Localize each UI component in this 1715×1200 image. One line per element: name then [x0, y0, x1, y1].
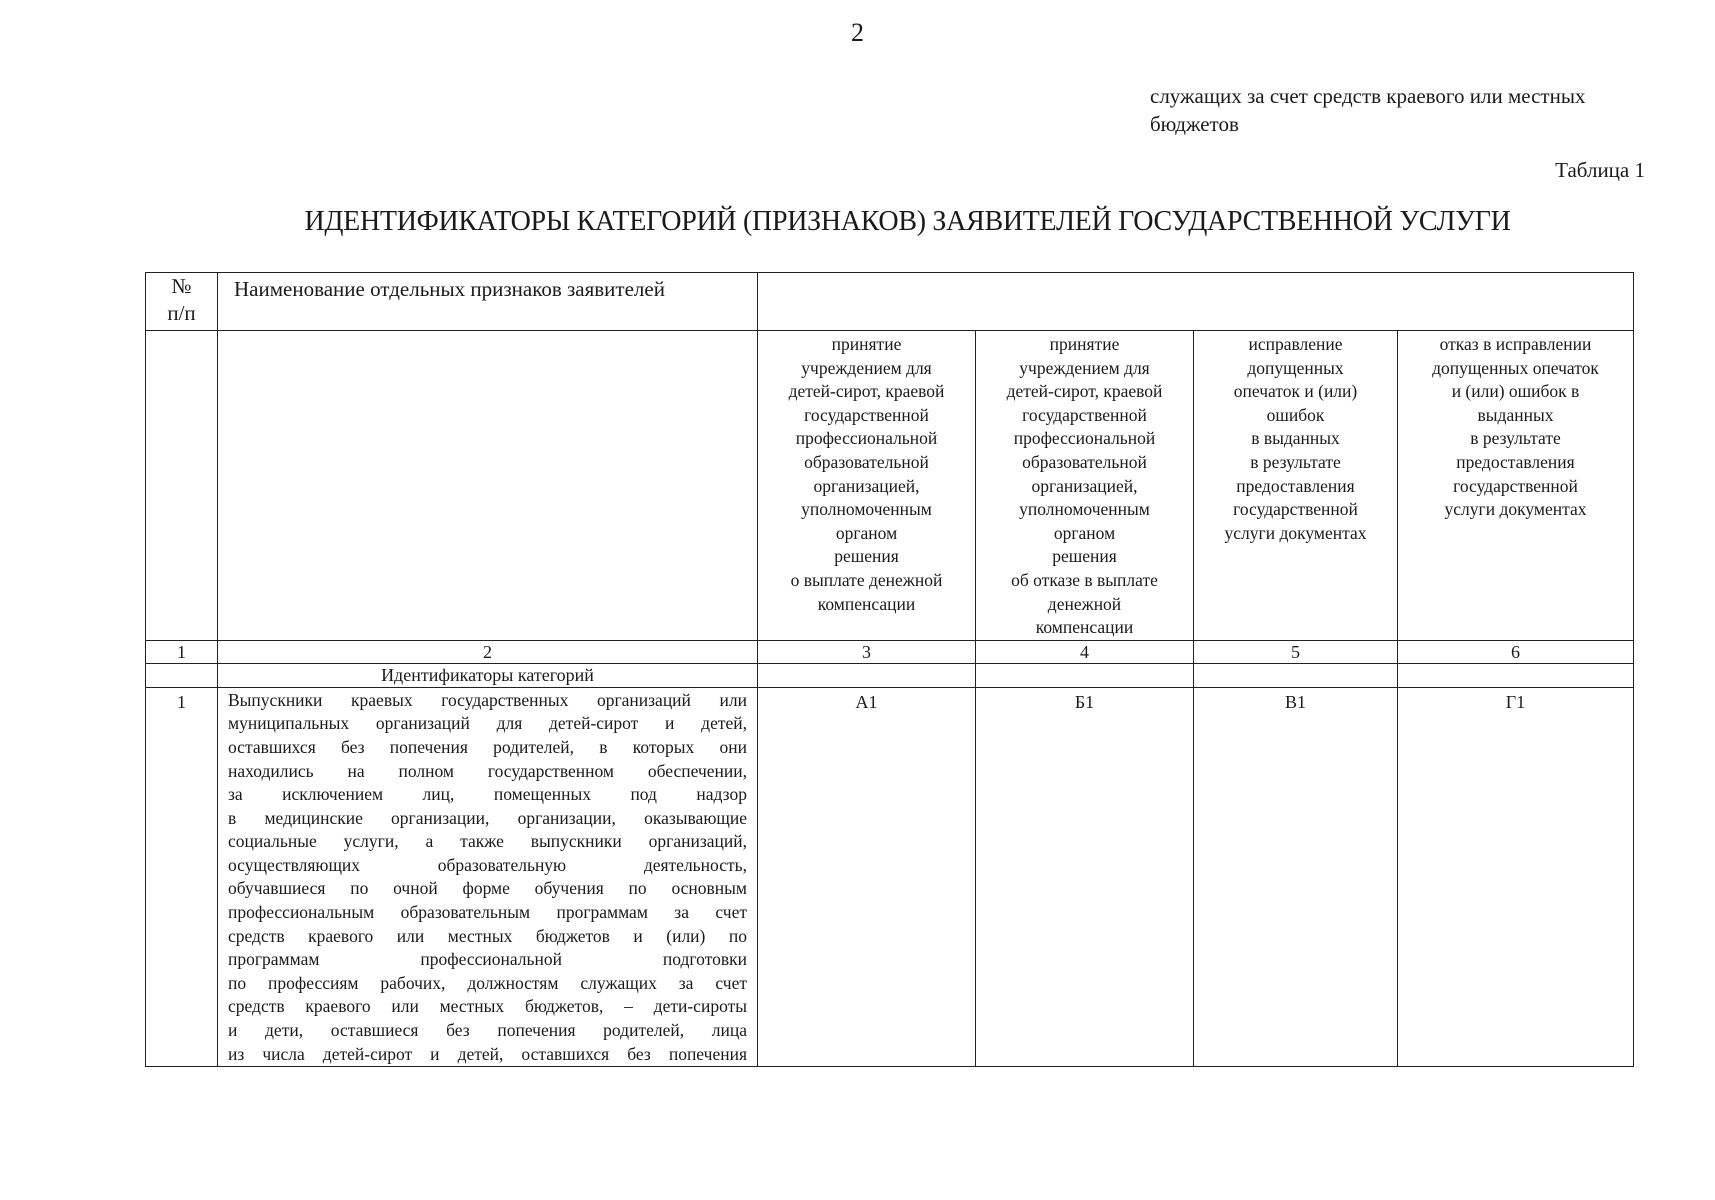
header-name-label: Наименование отдельных признаков заявителей: [234, 277, 665, 301]
header-services-cell: [758, 273, 1634, 331]
services-row: [146, 331, 1634, 641]
identifiers-heading-row: [146, 663, 1634, 687]
column-number-4: 4: [976, 640, 1194, 663]
header-note: служащих за счет средств краевого или местных бюджетов: [1150, 84, 1586, 136]
identifiers-heading-empty-6: [1398, 663, 1634, 687]
identifiers-heading: Идентификаторы категорий: [218, 663, 758, 687]
column-number-6: 6: [1398, 640, 1634, 663]
table-row: [146, 687, 1634, 1067]
header-num-label: № п/п: [167, 274, 196, 325]
identifiers-table: [145, 272, 1634, 1067]
table-header-row: [146, 273, 1634, 331]
identifiers-heading-empty-num: [146, 663, 218, 687]
row-description: Выпускники краевых государственных организаций или муниципальных организаций для детей-сирот и детей, оставшихся без попечения родителей, в которых они находились на полном государственном обеспечении, за исключением лиц, помещенных под надзор в медицинские организации, организации, оказывающие социальные услуги, а также выпускники организаций, осуществляющих образовательную деятельность, обучавшиеся по очной форме обучения по основным профессиональным образовательным программам за счет средств краевого или местных бюджетов и (или) по программам профессиональной подготовки по профессиям рабочих, должностям служащих за счет средств краевого или местных бюджетов, – дети-сироты и дети, оставшиеся без попечения родителей, лица из числа детей-сирот и детей, оставшихся без попечения: [218, 687, 758, 1067]
identifiers-heading-empty-4: [976, 663, 1194, 687]
row-number: 1: [146, 687, 218, 1067]
services-empty-name-cell: [218, 331, 758, 641]
column-number-2: 2: [218, 640, 758, 663]
service-header-2: принятие учреждением для детей-сирот, краевой государственной профессиональной образовательной организацией, уполномоченным органом решения об отказе в выплате денежной компенсации: [976, 331, 1194, 641]
column-number-1: 1: [146, 640, 218, 663]
service-header-4: отказ в исправлении допущенных опечаток и (или) ошибок в выданных в результате предоставления государственной услуги документах: [1398, 331, 1634, 641]
document-title: ИДЕНТИФИКАТОРЫ КАТЕГОРИЙ (ПРИЗНАКОВ) ЗАЯВИТЕЛЕЙ ГОСУДАРСТВЕННОЙ УСЛУГИ: [304, 206, 1511, 237]
column-number-5: 5: [1194, 640, 1398, 663]
row-code-2: Б1: [976, 687, 1194, 1067]
row-code-4: Г1: [1398, 687, 1634, 1067]
service-header-3: исправление допущенных опечаток и (или) ошибок в выданных в результате предоставления государственной услуги документах: [1194, 331, 1398, 641]
row-code-3: В1: [1194, 687, 1398, 1067]
page-number: 2: [851, 18, 864, 47]
header-num-cell: [146, 273, 218, 331]
header-name-cell: [218, 273, 758, 331]
column-number-3: 3: [758, 640, 976, 663]
table-label: Таблица 1: [1555, 158, 1645, 182]
identifiers-heading-empty-3: [758, 663, 976, 687]
services-empty-num-cell: [146, 331, 218, 641]
service-header-1: принятие учреждением для детей-сирот, краевой государственной профессиональной образовательной организацией, уполномоченным органом решения о выплате денежной компенсации: [758, 331, 976, 641]
identifiers-heading-empty-5: [1194, 663, 1398, 687]
column-numbers-row: [146, 640, 1634, 663]
row-code-1: А1: [758, 687, 976, 1067]
